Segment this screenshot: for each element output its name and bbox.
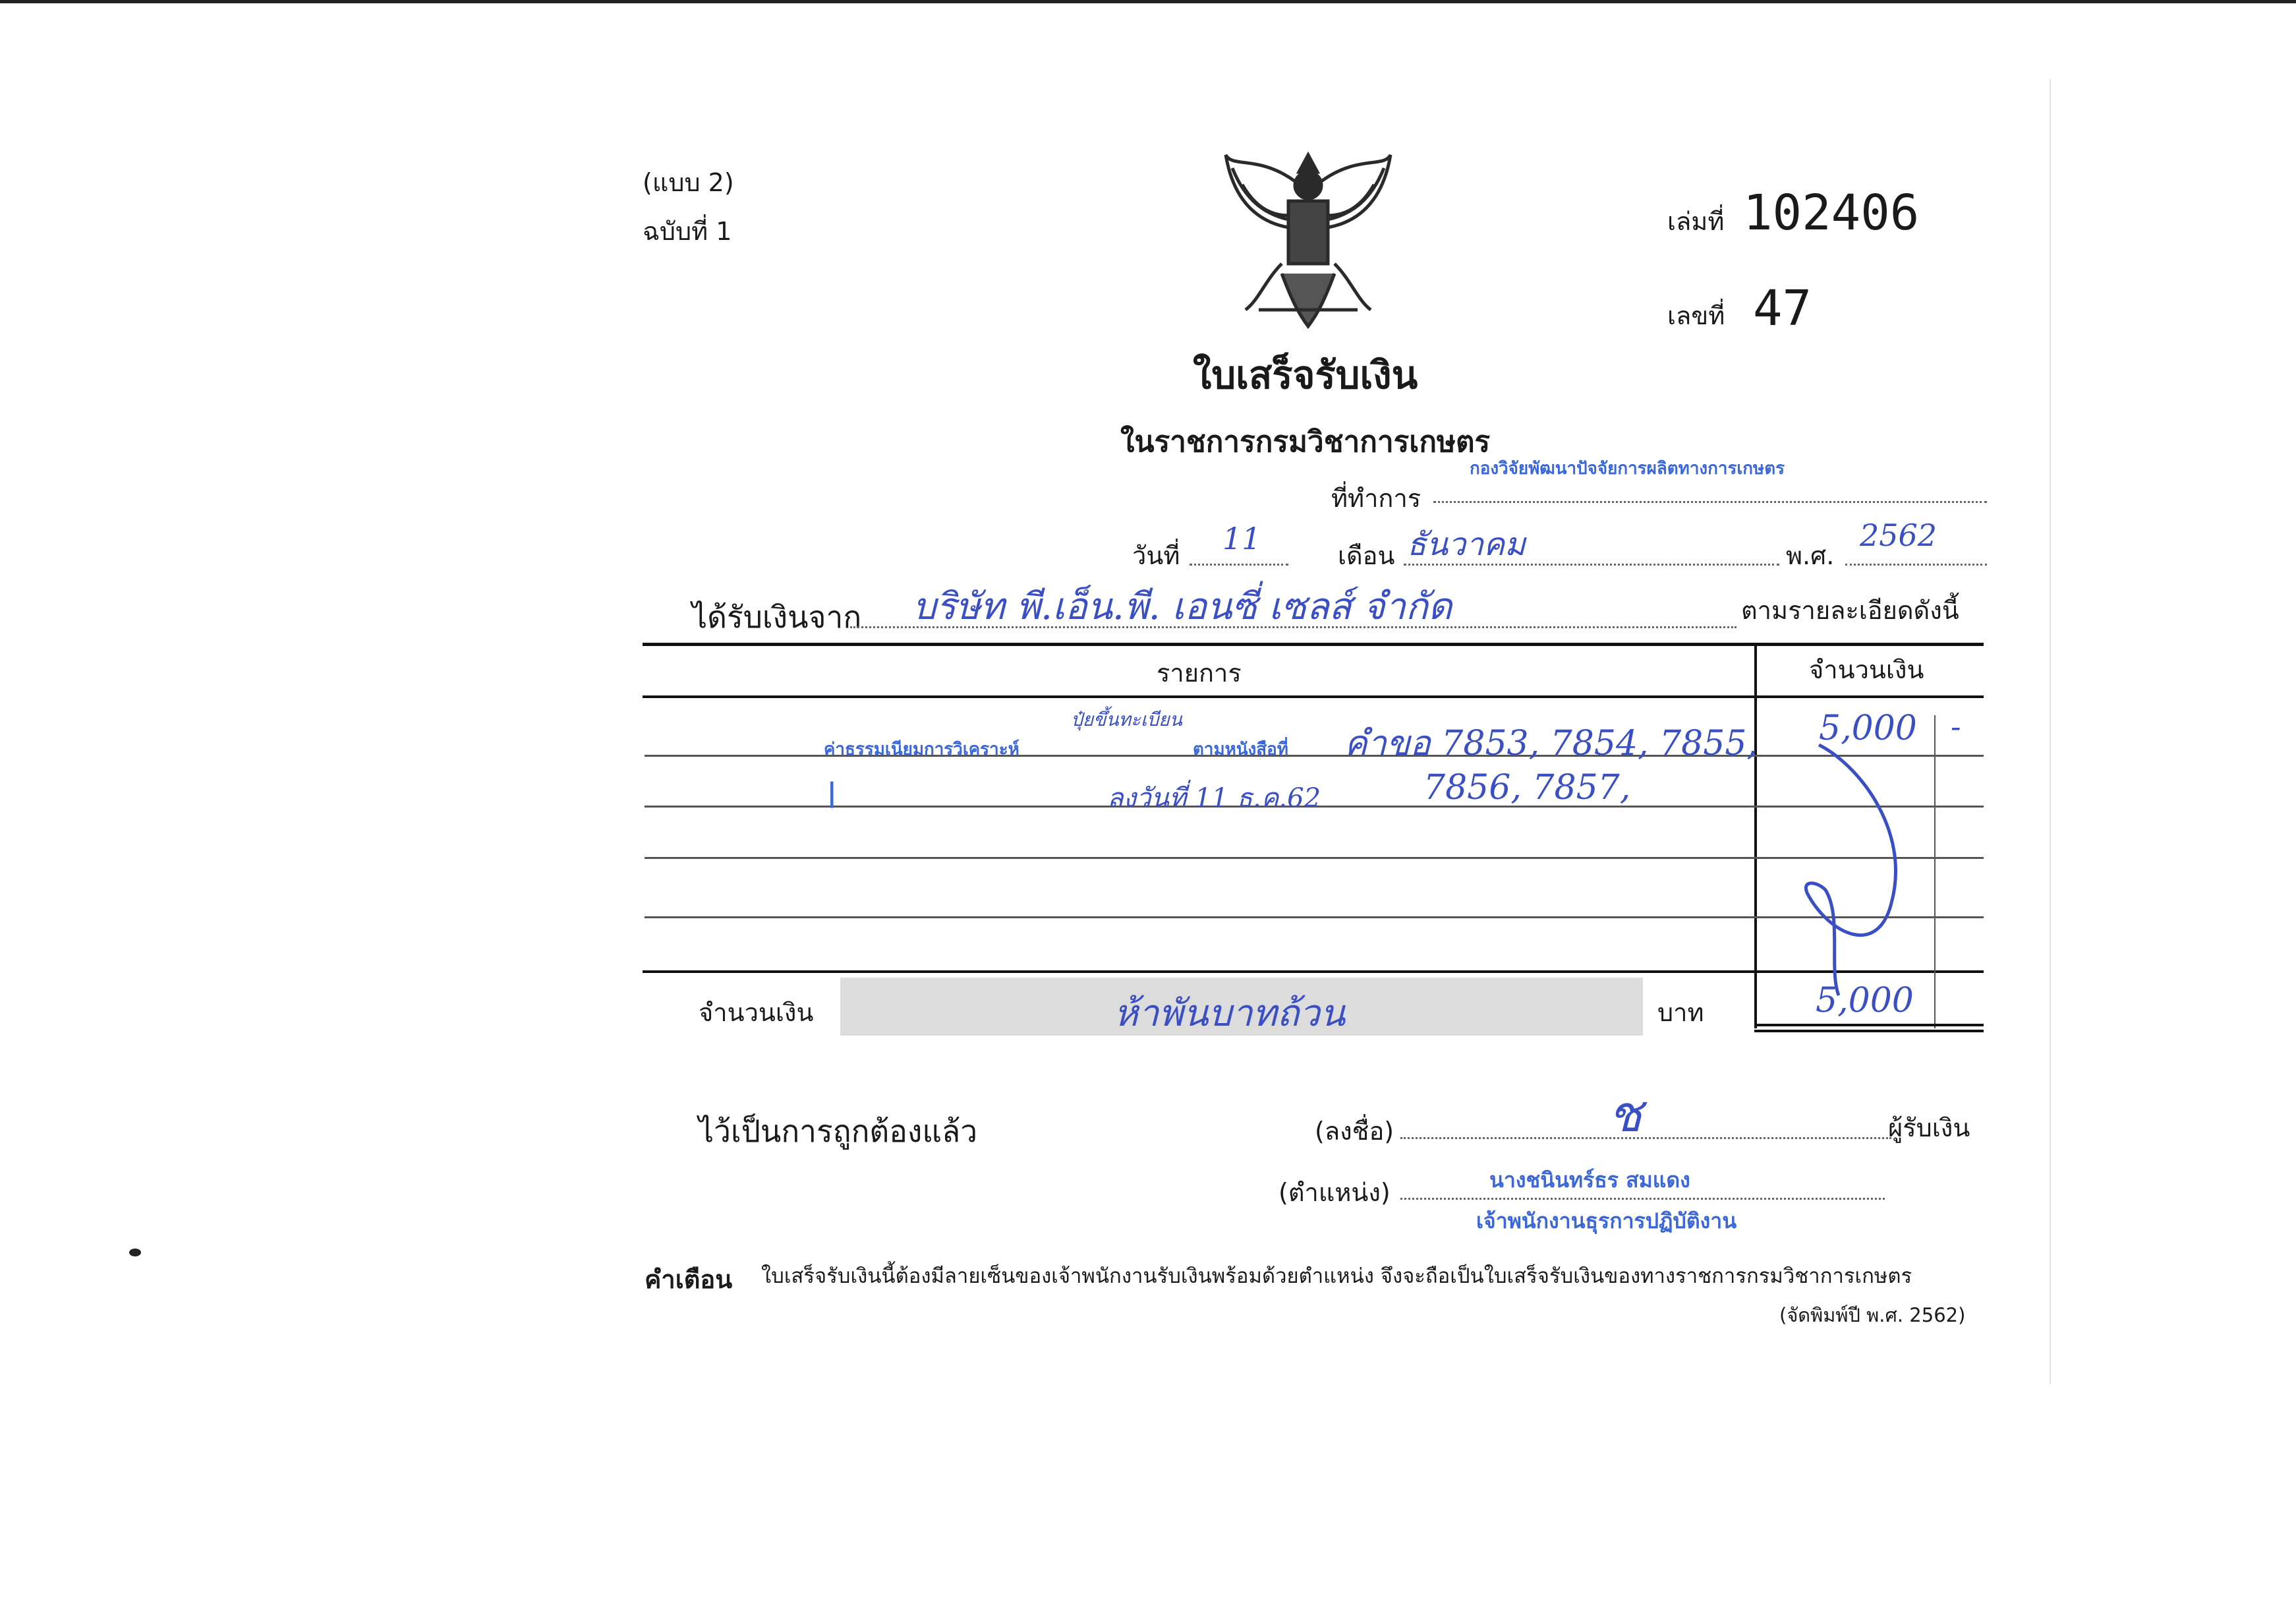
- office-stamp: กองวิจัยพัฒนาปัจจัยการผลิตทางการเกษตร: [1470, 459, 1785, 479]
- row1-prefix: ค่าธรรมเนียมการวิเคราะห์: [824, 740, 1019, 759]
- date-label: วันที่: [1132, 541, 1180, 570]
- table-header-rule: [643, 695, 1984, 698]
- col-item-header: รายการ: [1157, 659, 1242, 688]
- ditto-stroke: [1766, 738, 1918, 1002]
- verified-text: ไว้เป็นการถูกต้องแล้ว: [699, 1113, 978, 1149]
- row1-values: คำขอ 7853, 7854, 7855,: [1344, 724, 1758, 763]
- receiver-label: ผู้รับเงิน: [1888, 1113, 1970, 1142]
- receipt-number: 47: [1753, 280, 1812, 337]
- garuda-emblem-icon: [1219, 142, 1397, 333]
- table-top-rule: [643, 643, 1984, 646]
- copy-number: ฉบับที่ 1: [643, 217, 732, 246]
- satang-divider: [1934, 715, 1936, 1028]
- total-label: จำนวนเงิน: [699, 998, 814, 1027]
- date-value: 11: [1222, 521, 1261, 556]
- sign-label: (ลงชื่อ): [1315, 1117, 1394, 1146]
- stamp-name: นางชนินทร์ธร สมแดง: [1489, 1167, 1690, 1192]
- row1-satang: -: [1951, 709, 1961, 744]
- page-title: ใบเสร็จรับเงิน: [1193, 353, 1418, 397]
- row2-values: 7856, 7857,: [1423, 768, 1631, 808]
- paper-fold: [2050, 79, 2051, 1384]
- total-amount: 5,000: [1816, 981, 1914, 1020]
- page-subtitle: ในราชการกรมวิชาการเกษตร: [1120, 425, 1491, 459]
- warning-label: คำเตือน: [645, 1265, 733, 1294]
- row1-amount: 5,000: [1819, 709, 1917, 748]
- warning-text: ใบเสร็จรับเงินนี้ต้องมีลายเซ็นของเจ้าพนักงานรับเงินพร้อมด้วยตำแหน่ง จึงจะถือเป็นใบเสร็จรับเงินของทางราชการกรมวิชาการเกษตร: [761, 1264, 1912, 1288]
- book-label: เล่มที่: [1667, 207, 1725, 236]
- total-underline-1: [1754, 1024, 1984, 1026]
- month-label: เดือน: [1338, 541, 1395, 570]
- row1-insert: ปุ๋ยขึ้นทะเบียน: [1071, 709, 1182, 730]
- month-value: ธันวาคม: [1407, 526, 1526, 563]
- paper-speck: [129, 1249, 141, 1256]
- received-from-label: ได้รับเงินจาก: [692, 599, 862, 635]
- form-type: (แบบ 2): [643, 168, 734, 197]
- signature-mark: ช: [1608, 1084, 1642, 1143]
- stamp-position: เจ้าพนักงานธุรการปฏิบัติงาน: [1476, 1208, 1737, 1233]
- total-underline-2: [1754, 1030, 1984, 1032]
- row2-prefix: ลงวันที่ 11 ธ.ค.62: [1107, 783, 1321, 813]
- print-note: (จัดพิมพ์ปี พ.ศ. 2562): [1779, 1304, 1966, 1326]
- office-label: ที่ทำการ: [1331, 484, 1421, 513]
- received-from-value: บริษัท พี.เอ็น.พี. เอนซี่ เซลส์ จำกัด: [913, 585, 1452, 628]
- per-details-label: ตามรายละเอียดดังนี้: [1741, 596, 1959, 625]
- year-value: 2562: [1860, 517, 1937, 553]
- row1-mid: ตามหนังสือที่: [1193, 740, 1288, 759]
- position-label: (ตำแหน่ง): [1278, 1178, 1391, 1207]
- book-number: 102406: [1743, 185, 1920, 241]
- row2-mark: |: [827, 778, 837, 808]
- amount-words: ห้าพันบาทถ้วน: [1114, 992, 1346, 1035]
- sign-line: [1400, 1101, 1891, 1139]
- baht-label: บาท: [1657, 998, 1704, 1027]
- col-amount-header: จำนวนเงิน: [1809, 655, 1924, 684]
- top-edge: [0, 0, 2296, 3]
- year-label: พ.ศ.: [1786, 541, 1835, 570]
- number-label: เลขที่: [1667, 301, 1725, 330]
